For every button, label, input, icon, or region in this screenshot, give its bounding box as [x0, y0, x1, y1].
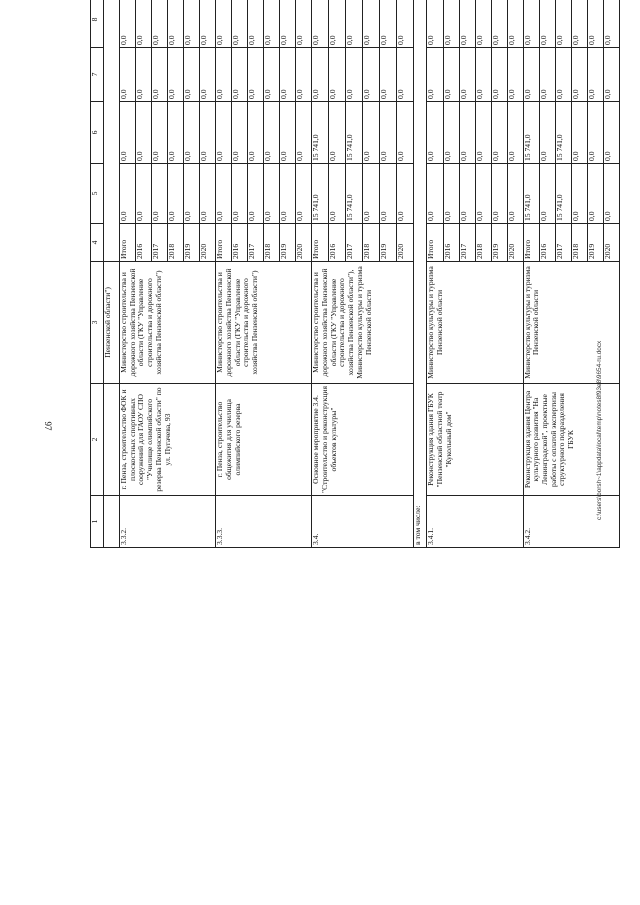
cell-c6: 15 741,0	[312, 102, 329, 164]
col-header-1: 1	[91, 496, 104, 548]
cell-c8: 0,0	[216, 0, 232, 48]
cell-year: 2019	[280, 224, 296, 262]
cell-exec: Министерство строительства и дорожного хозяйства Пензенской области (ГКУ "Управление строительства и дорожного хозяйства Пензенской области"), Министерство культуры и туризма Пензенской области	[312, 262, 414, 384]
cell-year: 2017	[555, 224, 571, 262]
cell-year: 2018	[475, 224, 491, 262]
cell-c7: 0,0	[397, 48, 414, 102]
cell-year: Итого	[312, 224, 329, 262]
cell-c8: 0,0	[539, 0, 555, 48]
page-number: 97	[43, 421, 53, 431]
cell-c8: 0,0	[280, 0, 296, 48]
cell-c6: 0,0	[280, 102, 296, 164]
col-header-8: 8	[91, 0, 104, 48]
cell-c6: 15 741,0	[555, 102, 571, 164]
cell-c8: 0,0	[200, 0, 216, 48]
cell-year: 2016	[539, 224, 555, 262]
cell-c7: 0,0	[523, 48, 539, 102]
cell-c6: 15 741,0	[346, 102, 363, 164]
cell-name: Реконструкция здания ГБУК "Пензенский областной театр "Кукольный дом"	[427, 384, 523, 496]
cell-year: Итого	[120, 224, 136, 262]
cell-c6: 0,0	[603, 102, 619, 164]
continuation-cell: Пензенской области")	[104, 262, 120, 384]
cell-c5: 0,0	[136, 164, 152, 224]
cell-c6: 0,0	[475, 102, 491, 164]
cell-c6: 0,0	[380, 102, 397, 164]
cell-c5: 0,0	[280, 164, 296, 224]
col-header-4: 4	[91, 224, 104, 262]
cell-c8: 0,0	[427, 0, 443, 48]
cell-c7: 0,0	[507, 48, 523, 102]
cell-c8: 0,0	[168, 0, 184, 48]
cell-c5: 0,0	[152, 164, 168, 224]
table-row	[120, 0, 136, 548]
cell-year: 2017	[248, 224, 264, 262]
cell-year: Итого	[216, 224, 232, 262]
cell-year: 2016	[329, 224, 346, 262]
cell-c6: 0,0	[507, 102, 523, 164]
table-row	[427, 0, 443, 548]
cell-c7: 0,0	[555, 48, 571, 102]
cell-c8: 0,0	[587, 0, 603, 48]
cell-c8: 0,0	[152, 0, 168, 48]
cell-exec: Министерство культуры и туризма Пензенской области	[427, 262, 523, 384]
cell-c8: 0,0	[397, 0, 414, 48]
cell-year: 2019	[184, 224, 200, 262]
cell-c5: 0,0	[507, 164, 523, 224]
rotated-page-area	[90, 18, 620, 873]
cell-c5: 0,0	[571, 164, 587, 224]
table-row	[312, 0, 329, 548]
cell-num: 3.3.3.	[216, 496, 312, 548]
cell-c7: 0,0	[152, 48, 168, 102]
cell-c5: 0,0	[264, 164, 280, 224]
col-header-5: 5	[91, 164, 104, 224]
cell-c8: 0,0	[264, 0, 280, 48]
cell-c7: 0,0	[168, 48, 184, 102]
cell-c7: 0,0	[363, 48, 380, 102]
cell-c6: 0,0	[200, 102, 216, 164]
cell-c5: 0,0	[232, 164, 248, 224]
cell-year: 2018	[264, 224, 280, 262]
cell-c5: 0,0	[184, 164, 200, 224]
cell-c6: 0,0	[571, 102, 587, 164]
cell-c6: 0,0	[168, 102, 184, 164]
cell-name: Основное мероприятие 3.4. "Строительство и реконструкция объектов культуры"	[312, 384, 414, 496]
cell-c8: 0,0	[363, 0, 380, 48]
cell-c6: 0,0	[363, 102, 380, 164]
cell-c7: 0,0	[184, 48, 200, 102]
col-header-7: 7	[91, 48, 104, 102]
cell-c5: 15 741,0	[555, 164, 571, 224]
cell-year: Итого	[523, 224, 539, 262]
cell-year: 2020	[603, 224, 619, 262]
cell-year: 2020	[507, 224, 523, 262]
cell-name: г. Пенза, строительство ФОК и плоскостных спортивных сооружений для ГАОУ СПО "Училище олимпийского резерва Пензенской области" по ул. Пугачева, 93	[120, 384, 216, 496]
cell-year: 2020	[296, 224, 312, 262]
cell-c5: 0,0	[603, 164, 619, 224]
cell-c7: 0,0	[216, 48, 232, 102]
cell-c5: 0,0	[459, 164, 475, 224]
cell-c7: 0,0	[443, 48, 459, 102]
cell-year: 2016	[443, 224, 459, 262]
cell-exec: Министерство строительства и дорожного хозяйства Пензенской области (ГКУ "Управление строительства и дорожного хозяйства Пензенской области")	[120, 262, 216, 384]
cell-c8: 0,0	[120, 0, 136, 48]
cell-year: 2016	[232, 224, 248, 262]
cell-c5: 0,0	[491, 164, 507, 224]
cell-c5: 0,0	[216, 164, 232, 224]
cell-year: 2019	[491, 224, 507, 262]
col-header-6: 6	[91, 102, 104, 164]
program-activities-table	[90, 0, 620, 548]
cell-c6: 0,0	[152, 102, 168, 164]
cell-c7: 0,0	[280, 48, 296, 102]
cell-c8: 0,0	[603, 0, 619, 48]
cell-c5: 0,0	[380, 164, 397, 224]
cell-c6: 0,0	[427, 102, 443, 164]
cell-c5: 15 741,0	[523, 164, 539, 224]
cell-c5: 0,0	[427, 164, 443, 224]
cell-year: 2019	[380, 224, 397, 262]
cell-num: 3.3.2.	[120, 496, 216, 548]
cell-c7: 0,0	[296, 48, 312, 102]
col-header-3: 3	[91, 262, 104, 384]
cell-c5: 0,0	[475, 164, 491, 224]
cell-c6: 15 741,0	[523, 102, 539, 164]
cell-c8: 0,0	[232, 0, 248, 48]
cell-c8: 0,0	[523, 0, 539, 48]
cell-c7: 0,0	[475, 48, 491, 102]
cell-c7: 0,0	[427, 48, 443, 102]
cell-c7: 0,0	[459, 48, 475, 102]
cell-c5: 0,0	[363, 164, 380, 224]
cell-c8: 0,0	[555, 0, 571, 48]
cell-c8: 0,0	[491, 0, 507, 48]
cell-c6: 0,0	[443, 102, 459, 164]
cell-c6: 0,0	[397, 102, 414, 164]
cell-c7: 0,0	[136, 48, 152, 102]
cell-c8: 0,0	[475, 0, 491, 48]
cell-c7: 0,0	[120, 48, 136, 102]
cell-c7: 0,0	[587, 48, 603, 102]
cell-c8: 0,0	[296, 0, 312, 48]
cell-year: 2017	[459, 224, 475, 262]
cell-c6: 0,0	[587, 102, 603, 164]
cell-year: 2018	[363, 224, 380, 262]
cell-c5: 0,0	[248, 164, 264, 224]
cell-c6: 0,0	[329, 102, 346, 164]
cell-exec: Министерство строительства и дорожного хозяйства Пензенской области (ГКУ "Управление строительства и дорожного хозяйства Пензенской области")	[216, 262, 312, 384]
cell-year: Итого	[427, 224, 443, 262]
cell-c5: 0,0	[329, 164, 346, 224]
cell-c5: 0,0	[397, 164, 414, 224]
cell-year: 2020	[200, 224, 216, 262]
cell-c5: 0,0	[539, 164, 555, 224]
cell-c8: 0,0	[312, 0, 329, 48]
cell-c7: 0,0	[603, 48, 619, 102]
cell-c8: 0,0	[571, 0, 587, 48]
cell-c6: 0,0	[248, 102, 264, 164]
cell-num: 3.4.	[312, 496, 414, 548]
cell-year: 2020	[397, 224, 414, 262]
cell-c8: 0,0	[380, 0, 397, 48]
cell-name: г. Пенза, строительство общежития для училища олимпийского резерва	[216, 384, 312, 496]
cell-c6: 0,0	[216, 102, 232, 164]
cell-c5: 0,0	[443, 164, 459, 224]
cell-c7: 0,0	[248, 48, 264, 102]
cell-c7: 0,0	[200, 48, 216, 102]
cell-c8: 0,0	[459, 0, 475, 48]
cell-c7: 0,0	[346, 48, 363, 102]
cell-num: 3.4.1.	[427, 496, 523, 548]
cell-c5: 15 741,0	[346, 164, 363, 224]
cell-c8: 0,0	[346, 0, 363, 48]
cell-c8: 0,0	[329, 0, 346, 48]
cell-c7: 0,0	[232, 48, 248, 102]
cell-c7: 0,0	[491, 48, 507, 102]
cell-c6: 0,0	[264, 102, 280, 164]
in-that-number-label: в том числе:	[414, 0, 427, 548]
cell-c6: 0,0	[491, 102, 507, 164]
cell-c7: 0,0	[329, 48, 346, 102]
cell-c6: 0,0	[296, 102, 312, 164]
cell-year: 2016	[136, 224, 152, 262]
cell-c8: 0,0	[184, 0, 200, 48]
cell-c6: 0,0	[120, 102, 136, 164]
cell-c5: 0,0	[168, 164, 184, 224]
cell-c8: 0,0	[136, 0, 152, 48]
cell-c5: 0,0	[200, 164, 216, 224]
cell-c5: 15 741,0	[312, 164, 329, 224]
cell-c5: 0,0	[120, 164, 136, 224]
cell-c5: 0,0	[296, 164, 312, 224]
table-row	[216, 0, 232, 548]
continuation-row	[104, 0, 120, 548]
cell-c8: 0,0	[507, 0, 523, 48]
cell-exec: Министерство культуры и туризма Пензенской области	[523, 262, 619, 384]
cell-c8: 0,0	[248, 0, 264, 48]
cell-c6: 0,0	[184, 102, 200, 164]
cell-c7: 0,0	[264, 48, 280, 102]
cell-c7: 0,0	[571, 48, 587, 102]
table-row	[523, 0, 539, 548]
cell-name: Реконструкция здания Центра культурного развития "На Ленинградской", проектные работы с оплатой экспертизы структурного подразделения ГБУК	[523, 384, 619, 496]
cell-c7: 0,0	[380, 48, 397, 102]
cell-c6: 0,0	[232, 102, 248, 164]
subtotal-label-row	[414, 0, 427, 548]
cell-c6: 0,0	[539, 102, 555, 164]
cell-c7: 0,0	[312, 48, 329, 102]
table-header-row	[91, 0, 104, 548]
cell-c7: 0,0	[539, 48, 555, 102]
cell-c6: 0,0	[136, 102, 152, 164]
cell-c5: 0,0	[587, 164, 603, 224]
cell-year: 2018	[168, 224, 184, 262]
cell-year: 2017	[346, 224, 363, 262]
file-path-footer: c:\users\borsh~1\appdata\local\temp\notes8f93e8\9654-ru.docx	[596, 340, 603, 520]
cell-c8: 0,0	[443, 0, 459, 48]
cell-num: 3.4.2.	[523, 496, 619, 548]
cell-c6: 0,0	[459, 102, 475, 164]
cell-year: 2017	[152, 224, 168, 262]
cell-year: 2019	[587, 224, 603, 262]
col-header-2: 2	[91, 384, 104, 496]
cell-year: 2018	[571, 224, 587, 262]
